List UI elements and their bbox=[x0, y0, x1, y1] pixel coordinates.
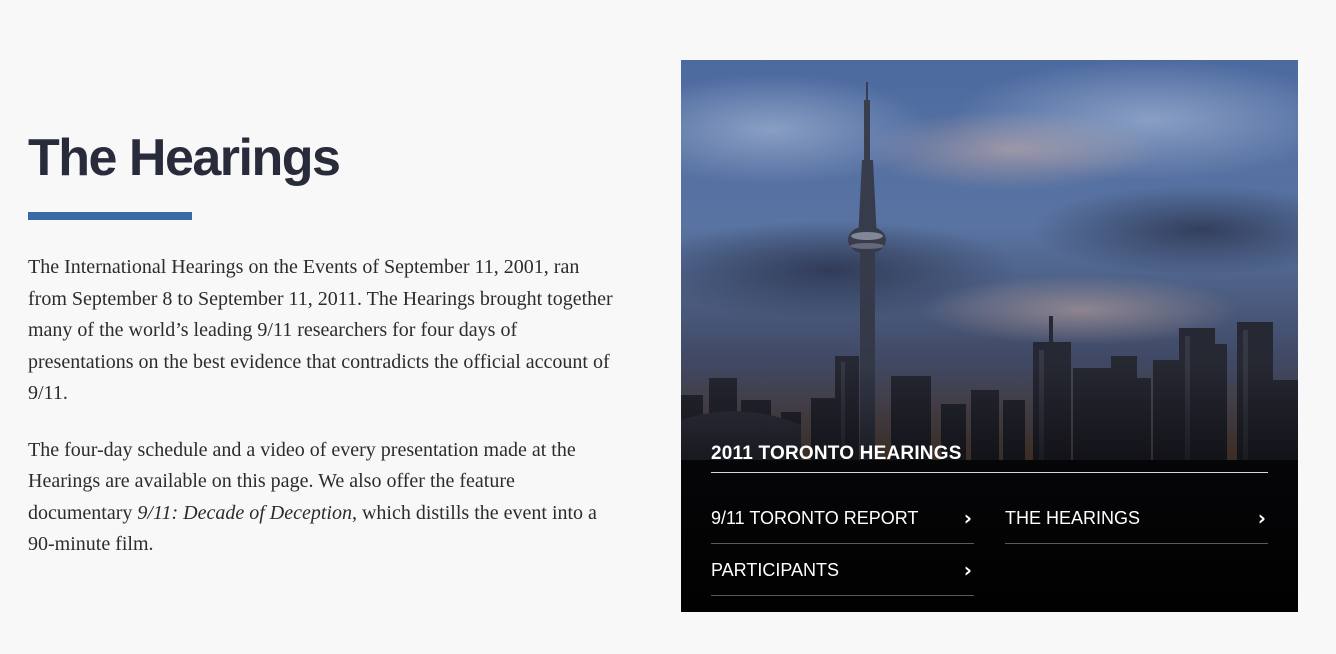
intro-section bbox=[28, 120, 618, 561]
the-hearings-label: THE HEARINGS bbox=[1005, 507, 1141, 528]
toronto-report-link[interactable] bbox=[711, 493, 974, 544]
participants-link[interactable] bbox=[711, 545, 974, 596]
chevron-right-icon: › bbox=[1257, 506, 1266, 530]
participants-label: PARTICIPANTS bbox=[711, 559, 840, 580]
toronto-hero-card bbox=[681, 60, 1298, 612]
schedule-text-end: , which distills the event into a 90-minute film. bbox=[28, 501, 597, 555]
title-underline bbox=[28, 212, 192, 220]
chevron-right-icon: › bbox=[963, 506, 972, 530]
schedule-text-start: The four-day schedule and a video of every presentation made at the Hearings are available on this page. We also offer the feature documentary bbox=[28, 438, 576, 524]
documentary-title: 9/11: Decade of Deception bbox=[137, 501, 352, 524]
toronto-report-label: 9/11 TORONTO REPORT bbox=[711, 507, 919, 528]
schedule-paragraph bbox=[28, 435, 618, 561]
page-title: The Hearings bbox=[28, 129, 340, 187]
the-hearings-link[interactable] bbox=[1005, 493, 1268, 544]
intro-paragraph: The International Hearings on the Events of September 11, 2001, ran from September 8 to September 11, 2011. The Hearings brought together many of the world’s leading 9/11 researchers for four days of presentations on the best evidence that contradicts the official account of 9/11. bbox=[28, 256, 613, 404]
card-heading: 2011 TORONTO HEARINGS bbox=[711, 442, 1268, 473]
chevron-right-icon: › bbox=[963, 558, 972, 582]
